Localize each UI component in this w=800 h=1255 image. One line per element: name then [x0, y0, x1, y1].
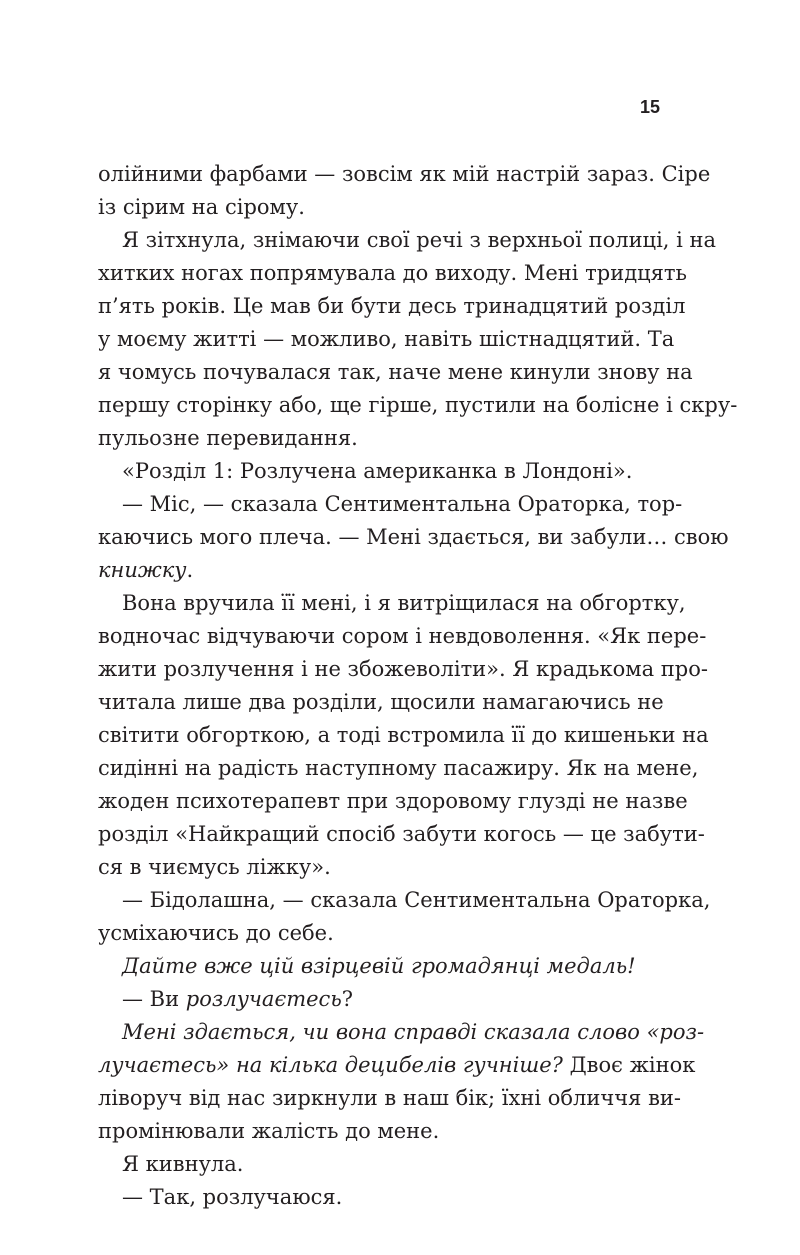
italic-text: Дайте вже цій взірцевій громадянці медаль! — [122, 954, 636, 978]
text-segment: сидінні на радість наступному пасажиру. Як на мене, — [98, 756, 699, 780]
body-text — [98, 158, 738, 1214]
text-segment: — Так, розлучаюся. — [122, 1185, 343, 1209]
text-line — [98, 917, 660, 950]
text-line — [98, 752, 699, 785]
text-line — [98, 422, 660, 455]
text-line — [98, 587, 686, 620]
text-segment: п’ять років. Це мав би бути десь тринадцятий розділ — [98, 294, 686, 318]
text-line — [98, 290, 686, 323]
text-segment: Я зітхнула, знімаючи свої речі з верхньої полиці, і на — [122, 228, 717, 252]
text-segment: із сірим на сірому. — [98, 195, 305, 219]
text-line — [98, 950, 660, 983]
text-line — [98, 1082, 681, 1115]
text-line — [98, 1049, 696, 1082]
italic-text: розлучаєтесь — [185, 987, 342, 1011]
text-line — [98, 224, 717, 257]
text-segment: читала лише два розділи, щосили намагаючись не — [98, 690, 664, 714]
text-line — [98, 455, 660, 488]
text-line — [98, 389, 738, 422]
italic-text: лучаєтесь» на кілька децибелів гучніше? — [98, 1053, 563, 1077]
text-line — [98, 686, 664, 719]
text-segment: жити розлучення і не збожеволіти». Я крадькома про- — [98, 657, 708, 681]
text-line — [98, 521, 729, 554]
text-segment: Вона вручила її мені, і я витріщилася на обгортку, — [122, 591, 686, 615]
text-segment: — Бідолашна, — сказала Сентиментальна Ораторка, — [122, 888, 711, 912]
text-segment: Я кивнула. — [122, 1152, 244, 1176]
text-segment: жоден психотерапевт при здоровому глузді не назве — [98, 789, 688, 813]
text-line — [98, 884, 711, 917]
text-segment: промінювали жалість до мене. — [98, 1119, 440, 1143]
text-line — [98, 1181, 660, 1214]
text-line — [98, 653, 708, 686]
text-segment: — Ви — [122, 987, 186, 1011]
text-line — [98, 785, 688, 818]
text-line — [98, 191, 660, 224]
text-segment: пульозне перевидання. — [98, 426, 358, 450]
text-line — [98, 1115, 660, 1148]
text-line — [98, 356, 693, 389]
text-line — [98, 323, 675, 356]
text-line — [98, 983, 660, 1016]
text-segment: олійними фарбами — зовсім як мій настрій зараз. Сіре — [98, 162, 711, 186]
text-segment: світити обгорткою, а тоді встромила її до кишеньки на — [98, 723, 709, 747]
text-line — [98, 554, 660, 587]
text-segment: ліворуч від нас зиркнули в наш бік; їхні обличчя ви- — [98, 1086, 681, 1110]
text-segment: каючись мого плеча. — Мені здається, ви забули… свою — [98, 525, 729, 549]
text-line — [98, 719, 709, 752]
page-number: 15 — [639, 97, 660, 117]
text-segment: першу сторінку або, ще гірше, пустили на болісне і скру- — [98, 393, 738, 417]
text-segment: . — [186, 558, 194, 582]
text-line — [98, 488, 683, 521]
text-segment: хитких ногах попрямувала до виходу. Мені тридцять — [98, 261, 687, 285]
text-segment: Двоє жінок — [562, 1053, 696, 1077]
text-segment: розділ «Найкращий спосіб забути когось — це забути- — [98, 822, 705, 846]
text-segment: ся в чиємусь ліжку». — [98, 855, 331, 879]
italic-text: книжку — [98, 558, 187, 582]
text-line — [98, 818, 705, 851]
text-line — [98, 257, 687, 290]
text-line — [98, 1148, 660, 1181]
text-segment: усміхаючись до себе. — [98, 921, 334, 945]
text-segment: я чомусь почувалася так, наче мене кинули знову на — [98, 360, 693, 384]
text-line — [98, 1016, 705, 1049]
text-segment: у моєму житті — можливо, навіть шістнадцятий. Та — [98, 327, 675, 351]
text-segment: водночас відчуваючи сором і невдоволення. «Як пере- — [98, 624, 707, 648]
text-segment: ? — [341, 987, 354, 1011]
text-line — [98, 620, 707, 653]
italic-text: Мені здається, чи вона справді сказала слово «роз- — [122, 1020, 705, 1044]
text-segment: — Міс, — сказала Сентиментальна Ораторка, тор- — [122, 492, 683, 516]
text-line — [98, 158, 711, 191]
text-segment: «Розділ 1: Розлучена американка в Лондоні». — [122, 459, 633, 483]
text-line — [98, 851, 660, 884]
